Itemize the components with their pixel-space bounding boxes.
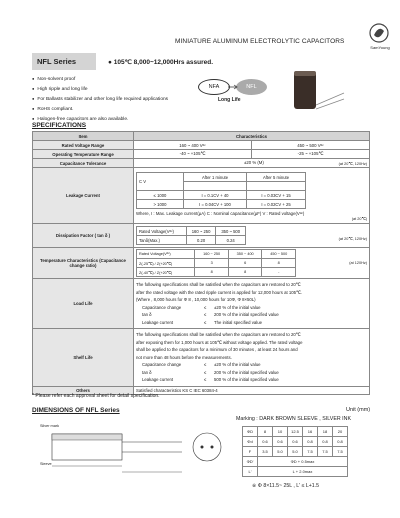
temp-range-2: -25 ~ +105℃ xyxy=(251,150,369,159)
dim-cell: 0.6 xyxy=(273,437,288,447)
load-life-cell xyxy=(134,279,370,329)
leakage-after1: After 1 minute xyxy=(184,173,247,182)
row-cap-tol-label: Capacitance Tolerance xyxy=(33,159,134,168)
df-tan-label: Tanδ(Max.) xyxy=(137,236,187,245)
df-val-1: 0.20 xyxy=(186,236,216,245)
dimension-note: ※ Φ 8×11.5~ 25L , L' ≤ L+1.5 xyxy=(252,483,319,489)
shelf-life-cell xyxy=(134,329,370,387)
dim-h: 18 xyxy=(318,427,333,437)
lineage-nfl: NFL xyxy=(236,79,267,95)
col-item: Item xyxy=(33,132,134,141)
dim-cell: Φd xyxy=(243,437,258,447)
df-col-2: 350 ~ 500 xyxy=(216,227,246,236)
row-leakage-label: Leakage Current xyxy=(33,168,134,224)
leakage-a1-1: I = 0.1CV + 40 xyxy=(184,191,247,200)
rated-voltage-1: 160 ~ 400 Vᵈᶜ xyxy=(134,141,252,150)
shelf-life-line: shall be applied to the capacitors for a minimum of 30 minutes , at least 24 hours and xyxy=(136,347,298,353)
series-assured: ● 105℃ 8,000~12,000Hrs assured. xyxy=(108,59,214,66)
load-life-line: (Where , 8,000 hours for Φ 8 , 10,000 hours for 10Φ, Φ 8×50L) xyxy=(136,297,256,302)
tc-r1-3: 8 xyxy=(262,259,296,268)
row-temp-char-label: Temperature Characteristics (Capacitance change ratio) xyxy=(33,248,134,279)
dim-cell: L + 2.0max xyxy=(258,467,348,477)
dim-h: 12.5 xyxy=(288,427,303,437)
tc-r1: Z(-25℃) / Z(+20℃) xyxy=(137,259,195,268)
specifications-heading: SPECIFICATIONS xyxy=(32,122,87,129)
feature-item: ● Halogen-free capacitors are also available. xyxy=(32,116,128,122)
capacitor-photo-icon xyxy=(288,65,346,115)
row-shelf-life-label: Shelf Life xyxy=(33,329,134,387)
approval-note: * Please refer each approval sheet for detail specification. xyxy=(32,393,160,399)
rated-voltage-2: 450 ~ 500 Vᵈᶜ xyxy=(251,141,369,150)
load-life-item: Capacitance change ≤ ±20 % of the initial value xyxy=(142,304,261,310)
dim-cell: 0.8 xyxy=(303,437,318,447)
shelf-life-line: not more than 48 hours before the measurements. xyxy=(136,354,232,360)
tc-r1-2: 6 xyxy=(228,259,262,268)
dim-cell: L' xyxy=(243,467,258,477)
arrow-right-icon xyxy=(228,84,238,90)
row-load-life-label: Load Life xyxy=(33,279,134,329)
cap-tol-cond: (at 20℃, 120Hz) xyxy=(338,161,367,166)
row-temp-label: Operating Temperature Range xyxy=(33,150,134,159)
dim-cell: 0.8 xyxy=(333,437,348,447)
leakage-cv: C V xyxy=(137,173,184,191)
dim-h: 20 xyxy=(333,427,348,437)
cap-tol-cell xyxy=(134,159,370,168)
tc-col-1: 160 ~ 250 xyxy=(195,250,229,259)
leakage-table xyxy=(136,172,306,209)
others-value: Satisfied characteristics KS C IEC 60384-4 xyxy=(134,387,370,395)
df-cell xyxy=(134,224,370,248)
drawing-label-silver: Silver mark xyxy=(40,424,59,428)
leakage-where: Where, I : Max. Leakage current(μA) C : Nominal capacitance(μF) V : Rated voltage(Vᵈᶜ) xyxy=(136,211,305,216)
leakage-cond: (at 20℃) xyxy=(351,217,367,221)
spec-table xyxy=(32,131,370,395)
df-cond: (at 20℃, 120Hz) xyxy=(338,237,367,241)
lineage-caption: Long Life xyxy=(218,97,241,103)
leakage-a5-2: I = 0.02CV + 25 xyxy=(246,200,305,209)
feature-item: ● RoHS compliant. xyxy=(32,106,73,112)
dim-cell: 5.0 xyxy=(288,447,303,457)
tc-rv-label: Rated Voltage(Vᵈᶜ) xyxy=(137,250,195,259)
dimensions-heading: DIMENSIONS OF NFL Series xyxy=(32,407,120,414)
dim-cell: 0.6 xyxy=(258,437,273,447)
tc-r2-1: 8 xyxy=(195,268,229,277)
row-others-label: Others xyxy=(33,387,134,395)
temp-range-1: -40 ~ +105℃ xyxy=(134,150,252,159)
df-col-1: 160 ~ 250 xyxy=(186,227,216,236)
df-rv-label: Rated Voltage(Vᵈᶜ) xyxy=(137,227,187,236)
leakage-cv-1: ≤ 1000 xyxy=(137,191,184,200)
series-title: NFL Series xyxy=(32,53,96,70)
dimension-table xyxy=(242,426,348,477)
company-logo-icon xyxy=(368,22,390,44)
tc-r2-3: - xyxy=(262,268,296,277)
dim-cell: ΦD' xyxy=(243,457,258,467)
shelf-life-item: Leakage current ≤ 500 % of the initial specified value xyxy=(142,377,279,383)
row-rated-voltage-label: Rated Voltage Range xyxy=(33,141,134,150)
dim-h: ΦD xyxy=(243,427,258,437)
dim-cell: 7.5 xyxy=(333,447,348,457)
tc-r1-1: 3 xyxy=(195,259,229,268)
load-life-line: after the rated voltage with the rated ripple current is applied for 12,000 hours at 105℃. xyxy=(136,289,303,295)
temp-char-cell xyxy=(134,248,370,279)
load-life-item: tan δ ≤ 200 % of the initial specified value xyxy=(142,312,279,317)
leakage-cv-2: > 1000 xyxy=(137,200,184,209)
tc-cond: (at 120Hz) xyxy=(349,261,367,265)
shelf-life-line: after exposing them for 1,000 hours at 105℃ without voltage applied. The rated voltage xyxy=(136,339,303,345)
dim-h: 10 xyxy=(273,427,288,437)
feature-item: ● Non-solvent proof xyxy=(32,76,75,82)
tc-col-3: 450 ~ 500 xyxy=(262,250,296,259)
dim-cell: 0.8 xyxy=(318,437,333,447)
row-df-label: Dissipation Factor ( tan δ ) xyxy=(33,224,134,248)
tc-r2: Z(-40℃) / Z(+20℃) xyxy=(137,268,195,277)
dim-cell: F xyxy=(243,447,258,457)
feature-item: ● For Ballasts stabilizer and other long life required applications xyxy=(32,96,168,102)
tc-col-2: 350 ~ 400 xyxy=(228,250,262,259)
col-characteristics: Characteristics xyxy=(134,132,370,141)
cap-tol-value: ±20 % (M) xyxy=(244,160,264,165)
drawing-label-sleeve: Sleeve xyxy=(40,462,52,466)
tc-r2-2: 8 xyxy=(228,268,262,277)
dim-cell: ΦD + 0.5max xyxy=(258,457,348,467)
assured-text: 105℃ 8,000~12,000Hrs assured. xyxy=(113,59,214,66)
leakage-a5-1: I = 0.03CV + 15 xyxy=(246,191,305,200)
dimension-drawing-icon xyxy=(32,420,237,490)
shelf-life-item: Capacitance change ≤ ±20 % of the initial value xyxy=(142,362,261,368)
shelf-life-line: The following specifications shall be satisfied when the capacitors are restored to 20℃ xyxy=(136,332,301,338)
page-header: MINIATURE ALUMINUM ELECTROLYTIC CAPACITORS xyxy=(175,38,345,45)
leakage-after5: After 5 minute xyxy=(246,173,305,182)
dim-h: 16 xyxy=(303,427,318,437)
dim-h: 8 xyxy=(258,427,273,437)
dim-cell: 7.5 xyxy=(303,447,318,457)
dim-cell: 5.0 xyxy=(273,447,288,457)
df-table xyxy=(136,226,246,245)
dim-cell: 7.5 xyxy=(318,447,333,457)
marking-label: Marking : DARK BROWN SLEEVE , SILVER INK xyxy=(236,416,351,422)
load-life-line: The following specifications shall be satisfied when the capacitors are restored to 20℃ xyxy=(136,282,301,287)
unit-label: Unit (mm) xyxy=(346,407,371,413)
dim-cell: 0.6 xyxy=(288,437,303,447)
df-val-2: 0.24 xyxy=(216,236,246,245)
shelf-life-item: tan δ ≤ 200 % of the initial specified value xyxy=(142,369,279,375)
temp-char-table xyxy=(136,249,296,277)
load-life-item: Leakage current ≤ The initial specified value xyxy=(142,319,263,325)
logo-text: SamYoung xyxy=(370,45,390,50)
leakage-a1-2: I = 0.04CV + 100 xyxy=(184,200,247,209)
feature-item: ● High ripple and long life xyxy=(32,86,88,92)
leakage-cell xyxy=(134,168,370,224)
dim-cell: 3.5 xyxy=(258,447,273,457)
lineage-nfa: NFA xyxy=(198,79,230,95)
